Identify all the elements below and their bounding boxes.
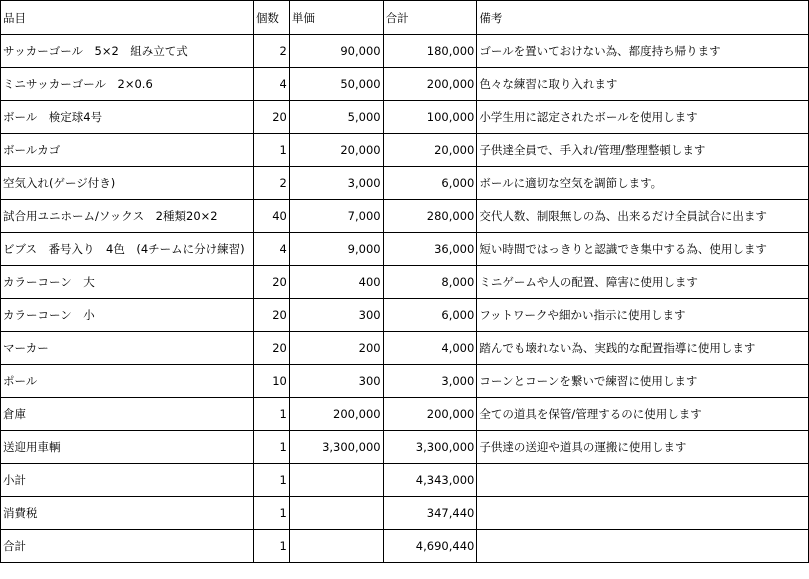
cell-unit-price[interactable]: 300 [289, 299, 383, 332]
cell-qty[interactable]: 10 [253, 365, 289, 398]
tax-row [1, 497, 809, 530]
cell-notes[interactable] [477, 464, 809, 497]
cell-qty[interactable]: 1 [253, 497, 289, 530]
cell-notes[interactable]: 交代人数、制限無しの為、出来るだけ全員試合に出ます [477, 200, 809, 233]
cell-notes[interactable]: 短い時間ではっきりと認識でき集中する為、使用します [477, 233, 809, 266]
grand-total-row [1, 530, 809, 563]
cell-total[interactable]: 347,440 [383, 497, 477, 530]
cell-unit-price[interactable] [289, 497, 383, 530]
cell-unit-price[interactable] [289, 464, 383, 497]
cell-unit-price[interactable]: 5,000 [289, 101, 383, 134]
cell-notes[interactable]: 子供達全員で、手入れ/管理/整理整頓します [477, 134, 809, 167]
cell-total[interactable]: 20,000 [383, 134, 477, 167]
subtotal-row [1, 464, 809, 497]
cell-qty[interactable]: 1 [253, 134, 289, 167]
cell-total[interactable]: 280,000 [383, 200, 477, 233]
cell-qty[interactable]: 4 [253, 233, 289, 266]
cell-unit-price[interactable]: 9,000 [289, 233, 383, 266]
table-row [1, 167, 809, 200]
cell-item[interactable]: ポール [1, 365, 254, 398]
cell-notes[interactable]: ミニゲームや人の配置、障害に使用します [477, 266, 809, 299]
cell-qty[interactable]: 1 [253, 431, 289, 464]
cell-total[interactable]: 6,000 [383, 299, 477, 332]
cell-qty[interactable]: 20 [253, 332, 289, 365]
table-row [1, 266, 809, 299]
cell-qty[interactable]: 20 [253, 299, 289, 332]
table-row [1, 299, 809, 332]
cell-item[interactable]: 合計 [1, 530, 254, 563]
cell-item[interactable]: 試合用ユニホーム/ソックス 2種類20×2 [1, 200, 254, 233]
cell-item[interactable]: カラーコーン 大 [1, 266, 254, 299]
cell-item[interactable]: サッカーゴール 5×2 組み立て式 [1, 35, 254, 68]
cell-item[interactable]: マーカー [1, 332, 254, 365]
cell-notes[interactable]: 全ての道具を保管/管理するのに使用します [477, 398, 809, 431]
cell-unit-price[interactable]: 200 [289, 332, 383, 365]
table-row [1, 101, 809, 134]
cell-total[interactable]: 36,000 [383, 233, 477, 266]
cell-total[interactable]: 200,000 [383, 68, 477, 101]
cell-unit-price[interactable]: 50,000 [289, 68, 383, 101]
header-row [1, 1, 809, 35]
table-row [1, 398, 809, 431]
cell-notes[interactable] [477, 497, 809, 530]
cell-unit-price[interactable]: 3,000 [289, 167, 383, 200]
cell-total[interactable]: 180,000 [383, 35, 477, 68]
table-row [1, 233, 809, 266]
cell-item[interactable]: 送迎用車輌 [1, 431, 254, 464]
header-total[interactable]: 合計 [383, 1, 477, 35]
cell-unit-price[interactable]: 400 [289, 266, 383, 299]
table-row [1, 68, 809, 101]
header-item[interactable]: 品目 [1, 1, 254, 35]
cell-notes[interactable]: コーンとコーンを繋いで練習に使用します [477, 365, 809, 398]
table-row [1, 200, 809, 233]
table-row [1, 365, 809, 398]
cell-total[interactable]: 4,343,000 [383, 464, 477, 497]
cell-total[interactable]: 3,300,000 [383, 431, 477, 464]
cell-qty[interactable]: 1 [253, 464, 289, 497]
cell-unit-price[interactable]: 200,000 [289, 398, 383, 431]
table-row [1, 332, 809, 365]
cell-total[interactable]: 100,000 [383, 101, 477, 134]
cell-notes[interactable] [477, 530, 809, 563]
cell-total[interactable]: 6,000 [383, 167, 477, 200]
cell-item[interactable]: 倉庫 [1, 398, 254, 431]
cell-total[interactable]: 8,000 [383, 266, 477, 299]
cell-notes[interactable]: 小学生用に認定されたボールを使用します [477, 101, 809, 134]
cell-unit-price[interactable] [289, 530, 383, 563]
cell-item[interactable]: ビブス 番号入り 4色 (4チームに分け練習) [1, 233, 254, 266]
cell-qty[interactable]: 20 [253, 266, 289, 299]
cell-item[interactable]: ミニサッカーゴール 2×0.6 [1, 68, 254, 101]
header-unit-price[interactable]: 単価 [289, 1, 383, 35]
table-row [1, 35, 809, 68]
table-row [1, 134, 809, 167]
cell-notes[interactable]: 子供達の送迎や道具の運搬に使用します [477, 431, 809, 464]
cell-item[interactable]: カラーコーン 小 [1, 299, 254, 332]
cell-item[interactable]: ボールカゴ [1, 134, 254, 167]
cell-unit-price[interactable]: 90,000 [289, 35, 383, 68]
cell-item[interactable]: 小計 [1, 464, 254, 497]
cell-notes[interactable]: ゴールを置いておけない為、都度持ち帰ります [477, 35, 809, 68]
cell-notes[interactable]: 色々な練習に取り入れます [477, 68, 809, 101]
cell-total[interactable]: 200,000 [383, 398, 477, 431]
cell-qty[interactable]: 2 [253, 35, 289, 68]
cell-total[interactable]: 4,000 [383, 332, 477, 365]
cell-qty[interactable]: 1 [253, 530, 289, 563]
cell-item[interactable]: ボール 検定球4号 [1, 101, 254, 134]
cell-unit-price[interactable]: 20,000 [289, 134, 383, 167]
cell-qty[interactable]: 2 [253, 167, 289, 200]
cell-notes[interactable]: ボールに適切な空気を調節します。 [477, 167, 809, 200]
table-row [1, 431, 809, 464]
cell-item[interactable]: 消費税 [1, 497, 254, 530]
cell-unit-price[interactable]: 3,300,000 [289, 431, 383, 464]
cell-notes[interactable]: 踏んでも壊れない為、実践的な配置指導に使用します [477, 332, 809, 365]
header-notes[interactable]: 備考 [477, 1, 809, 35]
cell-qty[interactable]: 40 [253, 200, 289, 233]
cell-total[interactable]: 4,690,440 [383, 530, 477, 563]
cell-unit-price[interactable]: 300 [289, 365, 383, 398]
cell-item[interactable]: 空気入れ(ゲージ付き) [1, 167, 254, 200]
cell-qty[interactable]: 4 [253, 68, 289, 101]
cell-total[interactable]: 3,000 [383, 365, 477, 398]
cell-qty[interactable]: 1 [253, 398, 289, 431]
cell-notes[interactable]: フットワークや細かい指示に使用します [477, 299, 809, 332]
cell-qty[interactable]: 20 [253, 101, 289, 134]
cell-unit-price[interactable]: 7,000 [289, 200, 383, 233]
header-qty[interactable]: 個数 [253, 1, 289, 35]
